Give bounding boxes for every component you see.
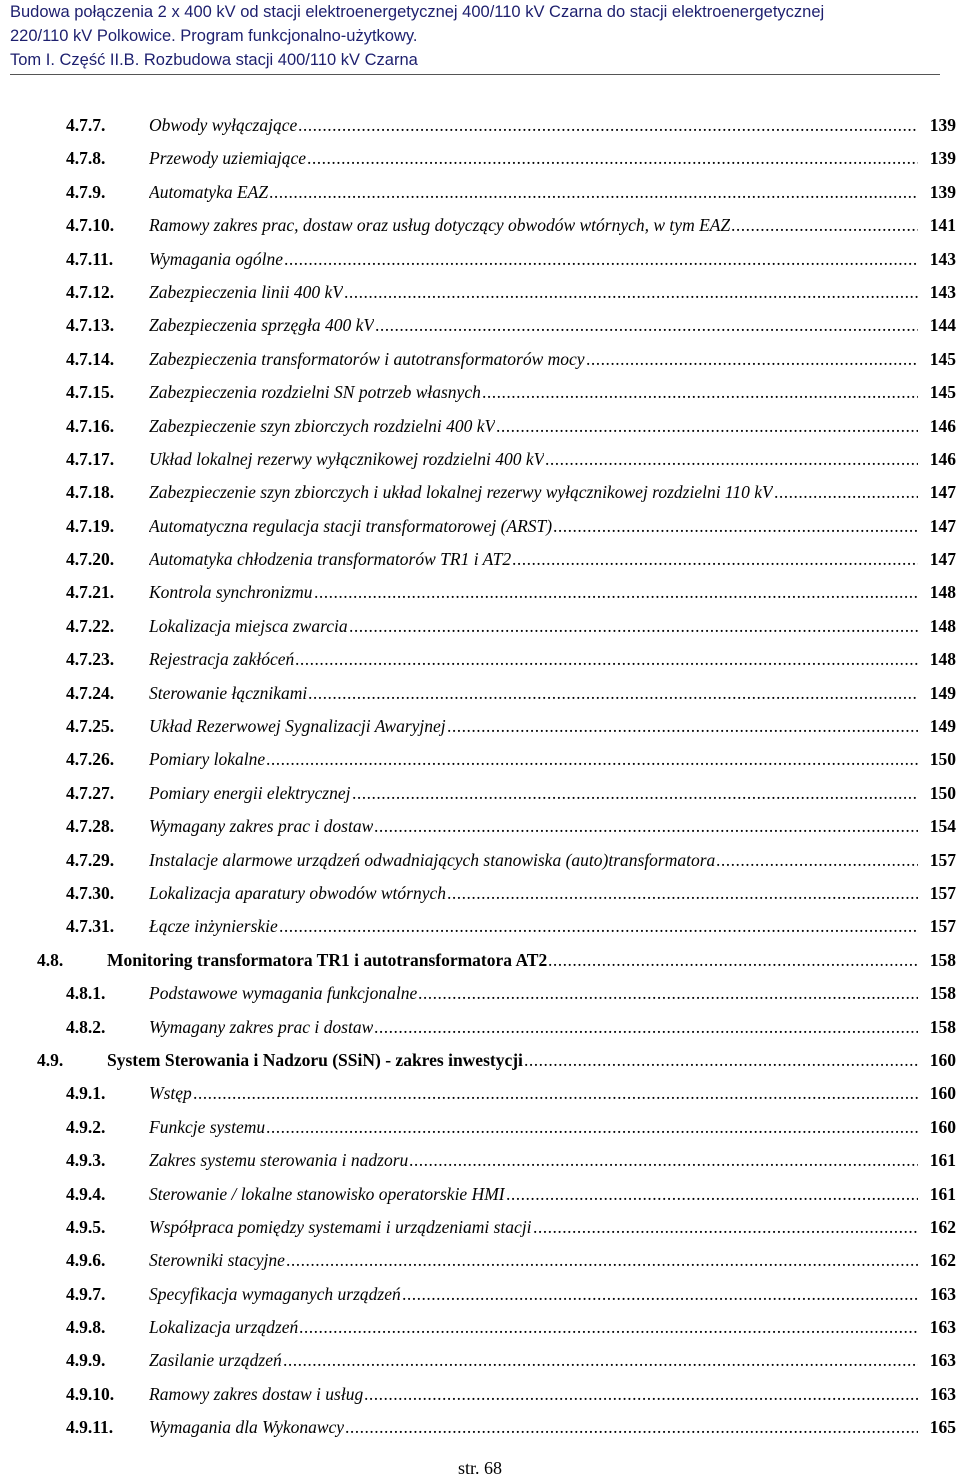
toc-entry[interactable] (0, 576, 960, 609)
toc-entry-number: 4.7.30. (66, 882, 115, 903)
toc-leader-dots (496, 416, 918, 436)
toc-entry-number: 4.7.29. (66, 849, 115, 870)
toc-entry-page: 160 (929, 1083, 956, 1104)
header-line-1: Budowa połączenia 2 x 400 kV od stacji elektroenergetycznej 400/110 kV Czarna do stacji elektroenergetycznej (10, 3, 825, 21)
toc-entry-number: 4.7.15. (66, 382, 115, 403)
toc-leader-dots (553, 516, 918, 536)
toc-entry-number: 4.9.2. (66, 1116, 106, 1137)
toc-leader-dots (447, 883, 918, 903)
toc-entry-page: 163 (929, 1283, 956, 1304)
toc-leader-dots (286, 1250, 918, 1270)
toc-entry-page: 141 (929, 215, 956, 236)
toc-entry-number: 4.7.10. (66, 215, 115, 236)
toc-entry-number: 4.9.8. (66, 1317, 106, 1338)
toc-entry-title: Ramowy zakres prac, dostaw oraz usług dotyczący obwodów wtórnych, w tym EAZ (149, 215, 731, 236)
page-number-footer: str. 68 (457, 1458, 502, 1478)
toc-entry-title: Funkcje systemu (149, 1116, 266, 1137)
toc-entry[interactable] (0, 476, 960, 509)
toc-entry-title: Lokalizacja urządzeń (149, 1317, 299, 1338)
toc-leader-dots (308, 683, 918, 703)
toc-entry[interactable] (0, 844, 960, 877)
header-line-2: 220/110 kV Polkowice. Program funkcjonalno-użytkowy. (10, 27, 418, 45)
toc-entry[interactable] (0, 243, 960, 276)
toc-entry[interactable] (0, 510, 960, 543)
toc-leader-dots (506, 1184, 918, 1204)
toc-entry[interactable] (0, 643, 960, 676)
toc-leader-dots (298, 115, 918, 135)
toc-entry-title: Współpraca pomiędzy systemami i urządzeniami stacji (149, 1216, 532, 1237)
toc-entry[interactable] (0, 743, 960, 776)
toc-entry-title: Łącze inżynierskie (149, 916, 278, 937)
toc-entry-page: 162 (929, 1250, 956, 1271)
toc-entry-page: 139 (929, 148, 956, 169)
toc-leader-dots (402, 1284, 918, 1304)
toc-entry-title: Zabezpieczenia sprzęgła 400 kV (149, 315, 375, 336)
toc-entry-title: Zasilanie urządzeń (149, 1350, 282, 1371)
toc-entry-page: 148 (929, 615, 956, 636)
toc-entry-number: 4.7.31. (66, 916, 115, 937)
toc-entry-page: 162 (929, 1216, 956, 1237)
toc-leader-dots (447, 716, 918, 736)
toc-entry-title: Przewody uziemiające (149, 148, 306, 169)
toc-entry-title: Podstawowe wymagania funkcjonalne (149, 983, 418, 1004)
toc-entry[interactable] (0, 810, 960, 843)
toc-entry-number: 4.7.7. (66, 115, 106, 135)
toc-entry-page: 163 (929, 1317, 956, 1338)
toc-entry-title: Lokalizacja miejsca zwarcia (149, 615, 348, 636)
toc-entry[interactable] (0, 1378, 960, 1411)
toc-entry[interactable] (0, 1111, 960, 1144)
toc-leader-dots (314, 582, 918, 602)
toc-entry-title: Sterowanie łącznikami (149, 682, 308, 703)
toc-entry-number: 4.9.9. (66, 1350, 106, 1371)
toc-entry[interactable] (0, 677, 960, 710)
toc-entry-title: Wymagania dla Wykonawcy (149, 1417, 345, 1438)
toc-entry-title: Układ lokalnej rezerwy wyłącznikowej rozdzielni 400 kV (149, 448, 545, 469)
toc-entry-page: 160 (929, 1049, 956, 1070)
toc-entry-title: Wymagania ogólne (149, 248, 283, 269)
toc-entry-title: Zabezpieczenie szyn zbiorczych i układ lokalnej rezerwy wyłącznikowej rozdzielni 110 kV (149, 482, 773, 503)
toc-leader-dots (375, 315, 918, 335)
toc-entry-number: 4.7.18. (66, 482, 115, 503)
toc-entry-title: Sterowanie / lokalne stanowisko operatorskie HMI (149, 1183, 505, 1204)
toc-entry-page: 146 (929, 415, 956, 436)
toc-entry-title: Monitoring transformatora TR1 i autotransformatora AT2 (107, 949, 548, 970)
toc-entry-number: 4.7.12. (66, 281, 115, 302)
toc-leader-dots (349, 616, 918, 636)
toc-entry[interactable] (0, 1311, 960, 1344)
toc-entry-number: 4.7.8. (66, 148, 106, 169)
toc-entry-page: 158 (929, 983, 956, 1004)
toc-entry[interactable] (0, 1178, 960, 1211)
toc-entry-title: Zabezpieczenia linii 400 kV (149, 281, 343, 302)
toc-entry-number: 4.7.17. (66, 448, 115, 469)
toc-entry-title: Ramowy zakres dostaw i usług (149, 1383, 364, 1404)
toc-entry-page: 163 (929, 1350, 956, 1371)
toc-leader-dots (512, 549, 918, 569)
toc-entry[interactable] (0, 1011, 960, 1044)
toc-entry[interactable] (0, 543, 960, 576)
toc-entry-page: 147 (929, 549, 956, 570)
toc-entry-title: Wstęp (149, 1083, 192, 1104)
toc-entry-title: Zabezpieczenia rozdzielni SN potrzeb własnych (149, 382, 481, 403)
toc-entry[interactable] (0, 1278, 960, 1311)
toc-entry-title: Zakres systemu sterowania i nadzoru (149, 1150, 409, 1171)
toc-entry-number: 4.7.23. (66, 649, 115, 670)
toc-entry-number: 4.7.11. (66, 248, 114, 269)
toc-entry-page: 165 (929, 1417, 956, 1438)
toc-entry-page: 157 (929, 849, 956, 870)
toc-entry-number: 4.7.14. (66, 348, 115, 369)
toc-leader-dots (716, 850, 918, 870)
toc-entry-number: 4.8. (37, 949, 64, 970)
toc-entry[interactable] (0, 777, 960, 810)
toc-entry-title: System Sterowania i Nadzoru (SSiN) - zakres inwestycji (107, 1049, 523, 1070)
toc-leader-dots (586, 349, 918, 369)
toc-leader-dots (352, 783, 918, 803)
toc-entry-number: 4.9.4. (66, 1183, 106, 1204)
toc-entry-page: 139 (929, 115, 956, 135)
toc-entry-page: 160 (929, 1116, 956, 1137)
toc-leader-dots (295, 649, 918, 669)
toc-entry[interactable] (0, 1077, 960, 1110)
toc-entry-number: 4.9.6. (66, 1250, 106, 1271)
toc-entry-number: 4.7.21. (66, 582, 115, 603)
toc-entry-number: 4.9.7. (66, 1283, 106, 1304)
toc-entry-page: 150 (929, 782, 956, 803)
toc-leader-dots (533, 1217, 918, 1237)
toc-entry-number: 4.7.27. (66, 782, 115, 803)
header-line-3: Tom I. Część II.B. Rozbudowa stacji 400/110 kV Czarna (10, 51, 418, 69)
toc-entry-title: Obwody wyłączające (149, 115, 298, 135)
toc-entry-number: 4.7.20. (66, 549, 115, 570)
toc-entry-number: 4.7.26. (66, 749, 115, 770)
toc-entry[interactable] (0, 1044, 960, 1077)
toc-leader-dots (524, 1050, 918, 1070)
toc-entry[interactable] (0, 710, 960, 743)
toc-entry-page: 149 (929, 682, 956, 703)
toc-leader-dots (299, 1317, 918, 1337)
toc-entry-number: 4.7.13. (66, 315, 115, 336)
toc-entry-title: Rejestracja zakłóceń (149, 649, 295, 670)
toc-entry-page: 148 (929, 649, 956, 670)
toc-entry-page: 147 (929, 515, 956, 536)
toc-leader-dots (307, 148, 918, 168)
toc-leader-dots (344, 282, 918, 302)
toc-leader-dots (774, 482, 918, 502)
toc-entry-number: 4.7.22. (66, 615, 115, 636)
toc-leader-dots (269, 182, 918, 202)
toc-entry[interactable] (0, 176, 960, 209)
toc-entry-page: 154 (929, 816, 956, 837)
toc-entry[interactable] (0, 376, 960, 409)
toc-entry-title: Automatyka EAZ (149, 181, 269, 202)
toc-leader-dots (279, 916, 918, 936)
toc-entry-number: 4.9.3. (66, 1150, 106, 1171)
toc-entry-number: 4.8.1. (66, 983, 106, 1004)
toc-entry-number: 4.7.24. (66, 682, 115, 703)
toc-entry-page: 145 (929, 348, 956, 369)
toc-entry-number: 4.7.25. (66, 716, 115, 737)
toc-entry[interactable] (0, 910, 960, 943)
toc-entry[interactable] (0, 443, 960, 476)
toc-entry[interactable] (0, 343, 960, 376)
toc-entry-number: 4.7.19. (66, 515, 115, 536)
toc-entry-title: Automatyka chłodzenia transformatorów TR1 i AT2 (149, 549, 512, 570)
toc-entry-page: 157 (929, 882, 956, 903)
toc-entry-page: 146 (929, 448, 956, 469)
toc-leader-dots (731, 215, 918, 235)
toc-entry-page: 147 (929, 482, 956, 503)
toc-entry-title: Wymagany zakres prac i dostaw (149, 1016, 374, 1037)
toc-entry-title: Specyfikacja wymaganych urządzeń (149, 1283, 401, 1304)
toc-entry-number: 4.9.10. (66, 1383, 115, 1404)
toc-entry-number: 4.7.9. (66, 181, 106, 202)
toc-entry-page: 157 (929, 916, 956, 937)
toc-entry-page: 143 (929, 281, 956, 302)
toc-entry-title: Automatyczna regulacja stacji transformatorowej (ARST) (149, 515, 553, 536)
toc-entry-page: 161 (929, 1183, 956, 1204)
toc-leader-dots (374, 1017, 918, 1037)
toc-leader-dots (284, 249, 918, 269)
header-divider (10, 74, 940, 75)
toc-entry[interactable] (0, 1344, 960, 1377)
toc-entry-number: 4.8.2. (66, 1016, 106, 1037)
toc-entry[interactable] (0, 977, 960, 1010)
toc-entry[interactable] (0, 610, 960, 643)
toc-leader-dots (409, 1150, 918, 1170)
toc-entry-number: 4.7.28. (66, 816, 115, 837)
toc-entry-title: Zabezpieczenia transformatorów i autotransformatorów mocy (149, 348, 585, 369)
toc-entry-number: 4.7.16. (66, 415, 115, 436)
toc-entry[interactable] (0, 1244, 960, 1277)
toc-entry[interactable] (0, 1144, 960, 1177)
toc-entry-number: 4.9.5. (66, 1216, 106, 1237)
document-header (10, 0, 940, 72)
toc-entry-page: 149 (929, 716, 956, 737)
toc-entry-title: Lokalizacja aparatury obwodów wtórnych (149, 882, 447, 903)
toc-entry-page: 139 (929, 181, 956, 202)
toc-entry-title: Instalacje alarmowe urządzeń odwadniających stanowiska (auto)transformatora (149, 849, 716, 870)
toc-entry-page: 148 (929, 582, 956, 603)
toc-entry-title: Pomiary energii elektrycznej (149, 782, 351, 803)
toc-entry-page: 145 (929, 382, 956, 403)
toc-entry[interactable] (0, 877, 960, 910)
toc-leader-dots (374, 816, 918, 836)
toc-entry[interactable] (0, 1211, 960, 1244)
toc-entry[interactable] (0, 410, 960, 443)
toc-entry[interactable] (0, 1411, 960, 1444)
toc-entry[interactable] (0, 276, 960, 309)
toc-entry-number: 4.9.11. (66, 1417, 114, 1438)
toc-entry-title: Wymagany zakres prac i dostaw (149, 816, 374, 837)
toc-leader-dots (345, 1417, 918, 1437)
toc-entry-title: Zabezpieczenie szyn zbiorczych rozdzielni 400 kV (149, 415, 496, 436)
toc-entry-number: 4.9. (37, 1049, 64, 1070)
toc-leader-dots (266, 1117, 918, 1137)
toc-entry[interactable] (0, 944, 960, 977)
toc-entry-page: 161 (929, 1150, 956, 1171)
toc-entry[interactable] (0, 142, 960, 175)
toc-leader-dots (193, 1083, 918, 1103)
toc-entry[interactable] (0, 109, 960, 142)
toc-entry-page: 144 (929, 315, 956, 336)
toc-entry-title: Pomiary lokalne (149, 749, 266, 770)
toc-entry-page: 143 (929, 248, 956, 269)
toc-leader-dots (364, 1384, 918, 1404)
toc-entry-number: 4.9.1. (66, 1083, 106, 1104)
toc-leader-dots (482, 382, 918, 402)
toc-entry-page: 158 (929, 1016, 956, 1037)
toc-entry-page: 163 (929, 1383, 956, 1404)
toc-entry-title: Kontrola synchronizmu (149, 582, 313, 603)
toc-leader-dots (418, 983, 918, 1003)
toc-entry[interactable] (0, 309, 960, 342)
toc-entry-page: 158 (929, 949, 956, 970)
table-of-contents (0, 109, 960, 1445)
toc-leader-dots (283, 1350, 918, 1370)
toc-leader-dots (548, 950, 918, 970)
toc-entry-title: Sterowniki stacyjne (149, 1250, 285, 1271)
toc-entry-page: 150 (929, 749, 956, 770)
toc-entry[interactable] (0, 209, 960, 242)
toc-entry-title: Układ Rezerwowej Sygnalizacji Awaryjnej (149, 716, 446, 737)
toc-leader-dots (545, 449, 918, 469)
toc-leader-dots (266, 749, 918, 769)
